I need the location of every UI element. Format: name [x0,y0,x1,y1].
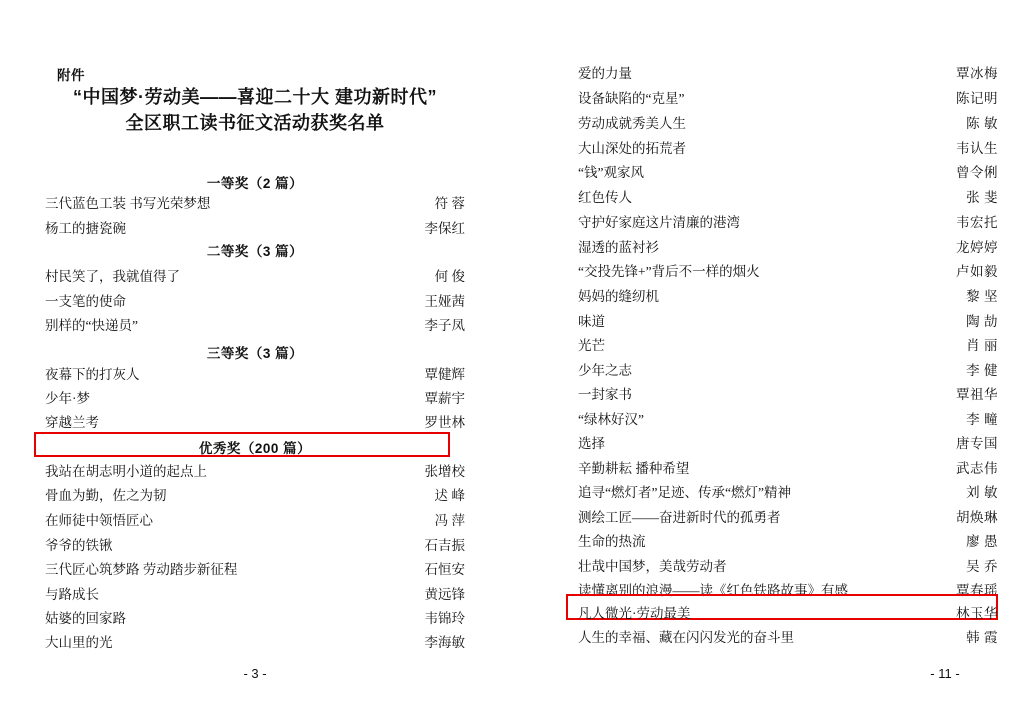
entry-title: 别样的“快递员” [45,318,138,333]
award-entry [578,431,998,457]
entry-title: 爱的力量 [578,66,632,81]
entry-author: 韩 霞 [966,630,998,645]
entry-author: 陈记明 [956,91,998,106]
award-entry [578,136,998,162]
right-page-number: - 11 - [930,666,960,681]
entry-author: 韦锦玲 [424,611,465,626]
entry-author: 林玉华 [956,606,998,621]
entry-title: 味道 [578,314,605,329]
title-line-1: “中国梦·劳动美——喜迎二十大 建功新时代” [73,87,437,107]
entry-author: 唐专国 [956,436,998,451]
entry-author: 李 疃 [966,412,998,427]
title-line-2: 全区职工读书征文活动获奖名单 [125,113,385,133]
award-entry [578,505,998,531]
award-entry [578,160,998,186]
award-entry [45,608,465,630]
entry-author: 卢如毅 [956,264,998,279]
entry-author: 覃祖华 [956,387,998,402]
award-entry [45,266,465,288]
award-entry [578,480,998,506]
entry-author: 张 斐 [966,190,998,205]
entry-title: 妈妈的缝纫机 [578,289,659,304]
entry-title: 三代蓝色工装 书写光荣梦想 [45,196,211,211]
entry-title: 凡人微光·劳动最美 [578,606,691,621]
entry-author: 黎 坚 [966,289,998,304]
entry-author: 曾令俐 [956,165,998,180]
entry-title: “交投先锋+”背后不一样的烟火 [578,264,760,279]
award-entry [45,485,465,507]
award-entry [578,210,998,236]
entry-author: 王娅茜 [424,294,465,309]
entry-title: 一封家书 [578,387,632,402]
award-entry [45,218,465,240]
entry-author: 吴 乔 [966,559,998,574]
entry-title: 穿越兰考 [45,415,99,430]
award-entry [45,291,465,313]
entry-title: 杨工的搪瓷碗 [45,221,126,236]
entry-title: 夜幕下的打灰人 [45,367,140,382]
award-entry [578,407,998,433]
award-entry [578,259,998,285]
entry-title: 红色传人 [578,190,632,205]
entry-author: 何 俊 [434,269,465,284]
entry-author: 武志伟 [956,461,998,476]
entry-title: 守护好家庭这片清廉的港湾 [578,215,740,230]
entry-title: 大山深处的拓荒者 [578,141,686,156]
entry-author: 韦宏托 [956,215,998,230]
entry-author: 龙婷婷 [956,240,998,255]
entry-author: 韦认生 [956,141,998,156]
award-entry [45,535,465,557]
entry-author: 陶 劼 [966,314,998,329]
entry-author: 李子凤 [424,318,465,333]
entry-title: 与路成长 [45,587,99,602]
award-entry [45,461,465,483]
entry-title: 辛勤耕耘 播种希望 [578,461,690,476]
award-entry [45,388,465,410]
entry-author: 覃冰梅 [956,66,998,81]
entry-title: “钱”观家风 [578,165,644,180]
entry-author: 陈 敏 [966,116,998,131]
entry-author: 刘 敏 [966,485,998,500]
entry-title: 劳动成就秀美人生 [578,116,686,131]
entry-title: 追寻“燃灯者”足迹、传承“燃灯”精神 [578,485,791,500]
entry-title: 少年之志 [578,363,632,378]
entry-author: 胡焕琳 [956,510,998,525]
section-heading-first-prize: 一等奖（2 篇） [206,176,304,191]
award-entry [578,554,998,580]
entry-title: 光芒 [578,338,605,353]
entry-title: 在师徒中领悟匠心 [45,513,153,528]
award-entry [578,578,998,604]
entry-author: 肖 丽 [966,338,998,353]
award-entry [45,412,465,434]
entry-author: 符 蓉 [434,196,465,211]
entry-author: 李海敏 [424,635,465,650]
award-entry [578,86,998,112]
award-entry [578,185,998,211]
entry-author: 冯 萍 [434,513,465,528]
award-entry [578,235,998,261]
award-entry-highlighted [578,601,998,627]
award-entry [45,559,465,581]
entry-title: 爷爷的铁锹 [45,538,113,553]
award-entry [45,584,465,606]
award-entry [578,61,998,87]
entry-title: 大山里的光 [45,635,113,650]
section-heading-second-prize: 二等奖（3 篇） [206,244,304,259]
award-entry [578,456,998,482]
entry-title: 测绘工匠——奋进新时代的孤勇者 [578,510,781,525]
entry-title: 壮哉中国梦，美哉劳动者 [578,559,727,574]
entry-title: 我站在胡志明小道的起点上 [45,464,207,479]
entry-title: 姑婆的回家路 [45,611,126,626]
award-entry [578,358,998,384]
award-entry [578,284,998,310]
award-entry [45,510,465,532]
award-entry [45,632,465,654]
award-entry [578,529,998,555]
award-entry [45,364,465,386]
entry-title: 三代匠心筑梦路 劳动踏步新征程 [45,562,238,577]
entry-title: 生命的热流 [578,534,646,549]
entry-author: 廖 愚 [966,534,998,549]
entry-author: 黄远锋 [424,587,465,602]
section-heading-third-prize: 三等奖（3 篇） [206,346,304,361]
entry-author: 迖 峰 [434,488,465,503]
section-heading-excellence-prize: 优秀奖（200 篇） [198,441,312,456]
award-entry [578,309,998,335]
award-entry [45,315,465,337]
entry-author: 罗世林 [424,415,465,430]
entry-author: 覃春瑶 [956,583,998,598]
entry-author: 石吉振 [424,538,465,553]
entry-title: 村民笑了，我就值得了 [45,269,180,284]
entry-author: 张增校 [424,464,465,479]
entry-author: 李 健 [966,363,998,378]
entry-title: “绿林好汉” [578,412,644,427]
entry-title: 湿透的蓝衬衫 [578,240,659,255]
left-page-number: - 3 - [243,666,267,681]
attachment-label: 附件 [57,68,85,83]
entry-author: 覃薪宇 [424,391,465,406]
entry-author: 覃健辉 [424,367,465,382]
award-entry [578,382,998,408]
entry-title: 人生的幸福、藏在闪闪发光的奋斗里 [578,630,794,645]
award-entry [45,193,465,215]
award-entry [578,625,998,651]
entry-title: 选择 [578,436,605,451]
entry-title: 设备缺陷的“克星” [578,91,685,106]
award-entry [578,333,998,359]
page-title [45,84,465,136]
entry-title: 一支笔的使命 [45,294,126,309]
entry-author: 李保红 [424,221,465,236]
entry-title: 少年·梦 [45,391,90,406]
award-entry [578,111,998,137]
entry-author: 石恒安 [424,562,465,577]
entry-title: 骨血为勤，佐之为韧 [45,488,167,503]
entry-title: 读懂离别的浪漫——读《红色铁路故事》有感 [578,583,848,598]
